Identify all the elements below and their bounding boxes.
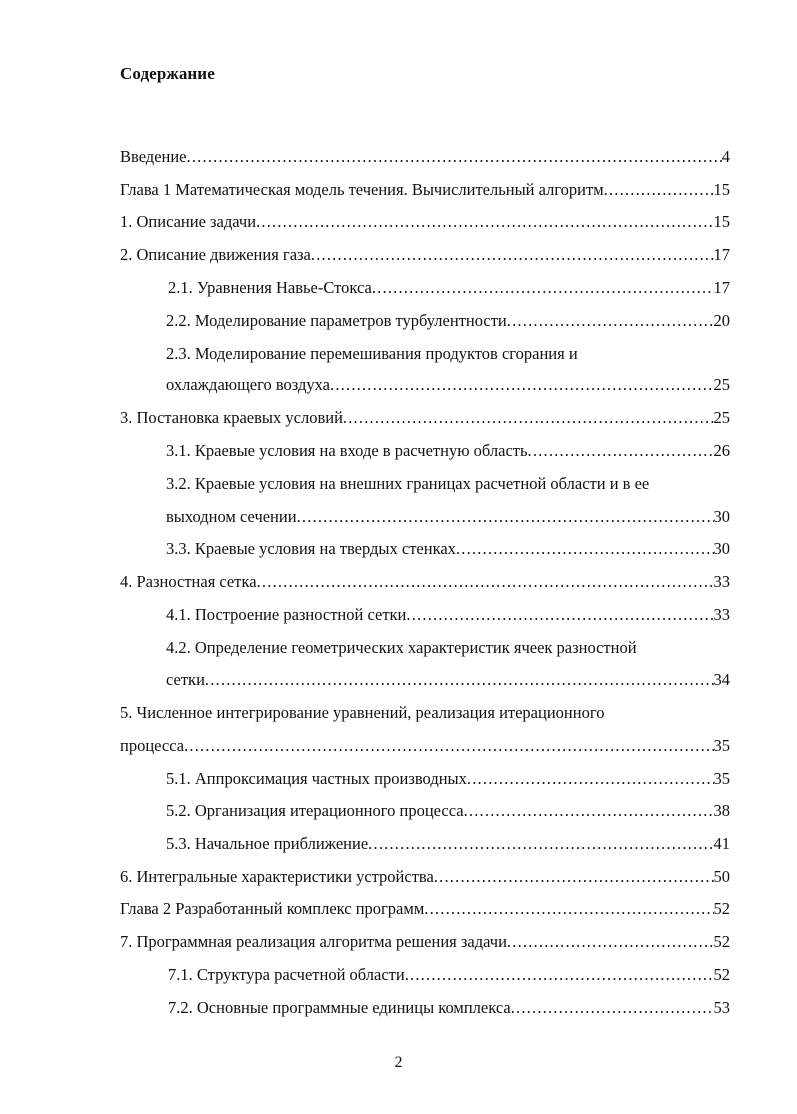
toc-entry-chapter-1 (120, 179, 730, 201)
toc-entry-title: 5.2. Организация итерационного процесса (166, 801, 464, 820)
toc-entry-title: 3.1. Краевые условия на входе в расчетную область (166, 441, 528, 460)
toc-entry-page: 15 (713, 212, 730, 231)
toc-entry-section-6 (120, 866, 730, 888)
toc-leader-dots (330, 374, 713, 396)
toc-entry-title: процесса (120, 736, 185, 755)
toc-entry-title: 3.3. Краевые условия на твердых стенках (166, 539, 456, 558)
toc-entry-section-3-2-line-1: 3.2. Краевые условия на внешних границах расчетной области и в ее (166, 474, 650, 493)
toc-leader-dots (507, 931, 714, 953)
toc-entry-title: 2.2. Моделирование параметров турбулентности (166, 311, 507, 330)
toc-entry-page: 15 (713, 180, 730, 199)
toc-entry-title: 5.1. Аппроксимация частных производных (166, 769, 467, 788)
toc-heading: Содержание (120, 64, 215, 83)
toc-leader-dots (507, 310, 714, 332)
toc-entry-section-5-3 (166, 833, 730, 855)
toc-entry-page: 25 (713, 375, 730, 394)
toc-entry-section-5-2 (166, 800, 730, 822)
toc-entry-section-5-line-1: 5. Численное интегрирование уравнений, реализация итерационного (120, 703, 605, 722)
toc-entry-title: 7.1. Структура расчетной области (168, 965, 405, 984)
toc-entry-page: 52 (713, 965, 730, 984)
toc-entry-section-7-1 (168, 964, 730, 986)
toc-entry-page: 30 (713, 507, 730, 526)
toc-entry-page: 4 (721, 147, 730, 166)
toc-entry-title: Глава 1 Математическая модель течения. Вычислительный алгоритм (120, 180, 604, 199)
toc-leader-dots (604, 179, 714, 201)
toc-entry-page: 50 (713, 867, 730, 886)
toc-leader-dots (297, 506, 714, 528)
toc-entry-page: 33 (713, 572, 730, 591)
toc-entry-chapter-2 (120, 898, 730, 920)
toc-leader-dots (372, 277, 714, 299)
toc-entry-section-3-2 (166, 506, 730, 528)
toc-entry-page: 34 (713, 670, 730, 689)
toc-entry-section-4-2-line-1: 4.2. Определение геометрических характеристик ячеек разностной (166, 638, 637, 657)
toc-leader-dots (467, 768, 714, 790)
toc-entry-page: 26 (713, 441, 730, 460)
toc-entry-page: 41 (713, 834, 730, 853)
toc-leader-dots (456, 538, 714, 560)
toc-entry-section-7 (120, 931, 730, 953)
toc-entry-page: 52 (713, 932, 730, 951)
toc-leader-dots (405, 964, 714, 986)
toc-entry-title: Введение (120, 147, 187, 166)
toc-leader-dots (205, 669, 714, 691)
toc-entry-page: 30 (713, 539, 730, 558)
toc-entry-title: 2.1. Уравнения Навье-Стокса (168, 278, 372, 297)
toc-entry-section-7-2 (168, 997, 730, 1019)
toc-entry-section-1 (120, 211, 730, 233)
toc-leader-dots (184, 735, 713, 757)
toc-leader-dots (434, 866, 714, 888)
toc-entry-page: 25 (713, 408, 730, 427)
toc-entry-page: 35 (713, 736, 730, 755)
toc-entry-intro (120, 146, 730, 168)
toc-entry-section-2 (120, 244, 730, 266)
toc-entry-title: 6. Интегральные характеристики устройства (120, 867, 434, 886)
page-number: 2 (394, 1054, 403, 1071)
toc-entry-page: 35 (713, 769, 730, 788)
toc-entry-section-5 (120, 735, 730, 757)
toc-entry-title: 1. Описание задачи (120, 212, 257, 231)
toc-entry-page: 17 (713, 278, 730, 297)
toc-entry-section-5-1 (166, 768, 730, 790)
toc-entry-section-2-3 (166, 374, 730, 396)
toc-entry-title: 7. Программная реализация алгоритма решения задачи (120, 932, 507, 951)
toc-entry-page: 17 (713, 245, 730, 264)
toc-leader-dots (464, 800, 714, 822)
toc-leader-dots (406, 604, 713, 626)
toc-entry-title: охлаждающего воздуха (166, 375, 331, 394)
toc-leader-dots (343, 407, 714, 429)
toc-entry-title: Глава 2 Разработанный комплекс программ (120, 899, 425, 918)
toc-entry-title: выходном сечении (166, 507, 297, 526)
toc-leader-dots (187, 146, 722, 168)
toc-leader-dots (424, 898, 713, 920)
toc-entry-page: 33 (713, 605, 730, 624)
toc-leader-dots (257, 571, 714, 593)
toc-entry-page: 52 (713, 899, 730, 918)
toc-entry-section-4-1 (166, 604, 730, 626)
toc-entry-section-2-3-line-1: 2.3. Моделирование перемешивания продуктов сгорания и (166, 344, 578, 363)
toc-entry-title: 5.3. Начальное приближение (166, 834, 369, 853)
toc-leader-dots (311, 244, 714, 266)
toc-entry-section-3-1 (166, 440, 730, 462)
toc-entry-page: 53 (713, 998, 730, 1017)
toc-leader-dots (528, 440, 714, 462)
toc-entry-page: 38 (713, 801, 730, 820)
toc-leader-dots (256, 211, 713, 233)
toc-entry-section-2-1 (168, 277, 730, 299)
toc-entry-section-4 (120, 571, 730, 593)
toc-entry-title: 7.2. Основные программные единицы комплекса (168, 998, 511, 1017)
toc-entry-section-3-3 (166, 538, 730, 560)
toc-entry-title: сетки (166, 670, 205, 689)
toc-entry-section-3 (120, 407, 730, 429)
toc-entry-title: 4. Разностная сетка (120, 572, 257, 591)
toc-entry-page: 20 (713, 311, 730, 330)
toc-entry-title: 3. Постановка краевых условий (120, 408, 343, 427)
toc-entry-section-2-2 (166, 310, 730, 332)
toc-leader-dots (368, 833, 713, 855)
toc-entry-title: 4.1. Построение разностной сетки (166, 605, 407, 624)
toc-entry-section-4-2 (166, 669, 730, 691)
toc-leader-dots (511, 997, 714, 1019)
toc-entry-title: 2. Описание движения газа (120, 245, 311, 264)
